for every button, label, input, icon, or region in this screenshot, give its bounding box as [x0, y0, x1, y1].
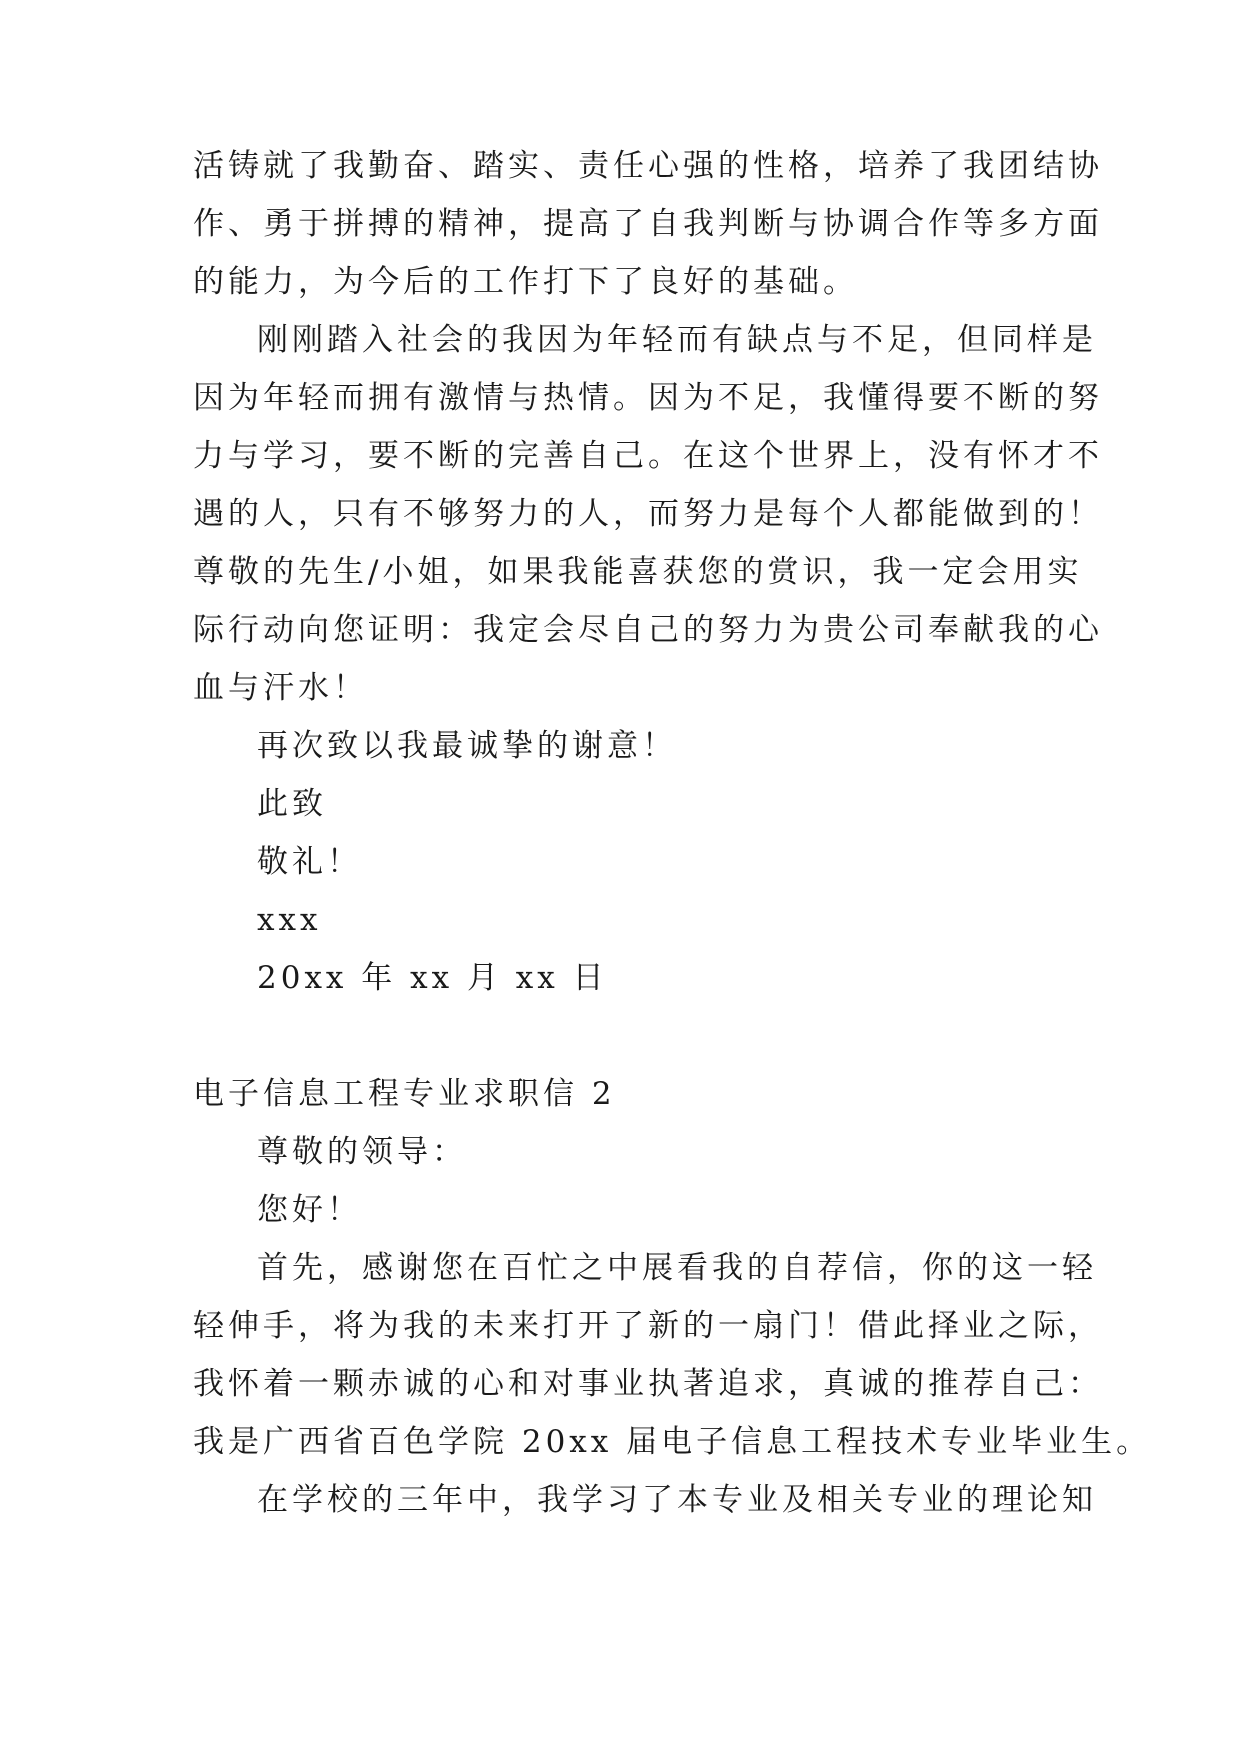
body-line: 我是广西省百色学院 20xx 届电子信息工程技术专业毕业生。 [193, 1424, 1152, 1460]
body-line: 作、勇于拼搏的精神，提高了自我判断与协调合作等多方面 [193, 206, 1103, 242]
body-line: 刚刚踏入社会的我因为年轻而有缺点与不足，但同样是 [257, 322, 1097, 358]
body-line: 血与汗水！ [193, 670, 368, 706]
section-title: 电子信息工程专业求职信 2 [193, 1076, 616, 1112]
greeting-hello: 您好！ [257, 1192, 362, 1228]
signature-name: xxx [257, 902, 322, 938]
greeting-recipient: 尊敬的领导： [257, 1134, 467, 1170]
body-line: 遇的人，只有不够努力的人，而努力是每个人都能做到的！ [193, 496, 1103, 532]
body-line: 因为年轻而拥有激情与热情。因为不足，我懂得要不断的努 [193, 380, 1103, 416]
closing-thanks: 再次致以我最诚挚的谢意！ [257, 728, 677, 764]
body-line: 尊敬的先生/小姐，如果我能喜获您的赏识，我一定会用实 [193, 554, 1083, 590]
body-line: 首先，感谢您在百忙之中展看我的自荐信，你的这一轻 [257, 1250, 1097, 1286]
body-line: 我怀着一颗赤诚的心和对事业执著追求，真诚的推荐自己： [193, 1366, 1103, 1402]
body-line: 在学校的三年中，我学习了本专业及相关专业的理论知 [257, 1482, 1097, 1518]
body-line: 轻伸手，将为我的未来打开了新的一扇门！借此择业之际， [193, 1308, 1103, 1344]
body-line: 的能力，为今后的工作打下了良好的基础。 [193, 264, 858, 300]
closing-regards: 敬礼！ [257, 844, 362, 880]
signature-date: 20xx 年 xx 月 xx 日 [257, 960, 608, 996]
closing-salutation: 此致 [257, 786, 327, 822]
body-line: 力与学习，要不断的完善自己。在这个世界上，没有怀才不 [193, 438, 1103, 474]
body-line: 活铸就了我勤奋、踏实、责任心强的性格，培养了我团结协 [193, 148, 1103, 184]
body-line: 际行动向您证明：我定会尽自己的努力为贵公司奉献我的心 [193, 612, 1103, 648]
